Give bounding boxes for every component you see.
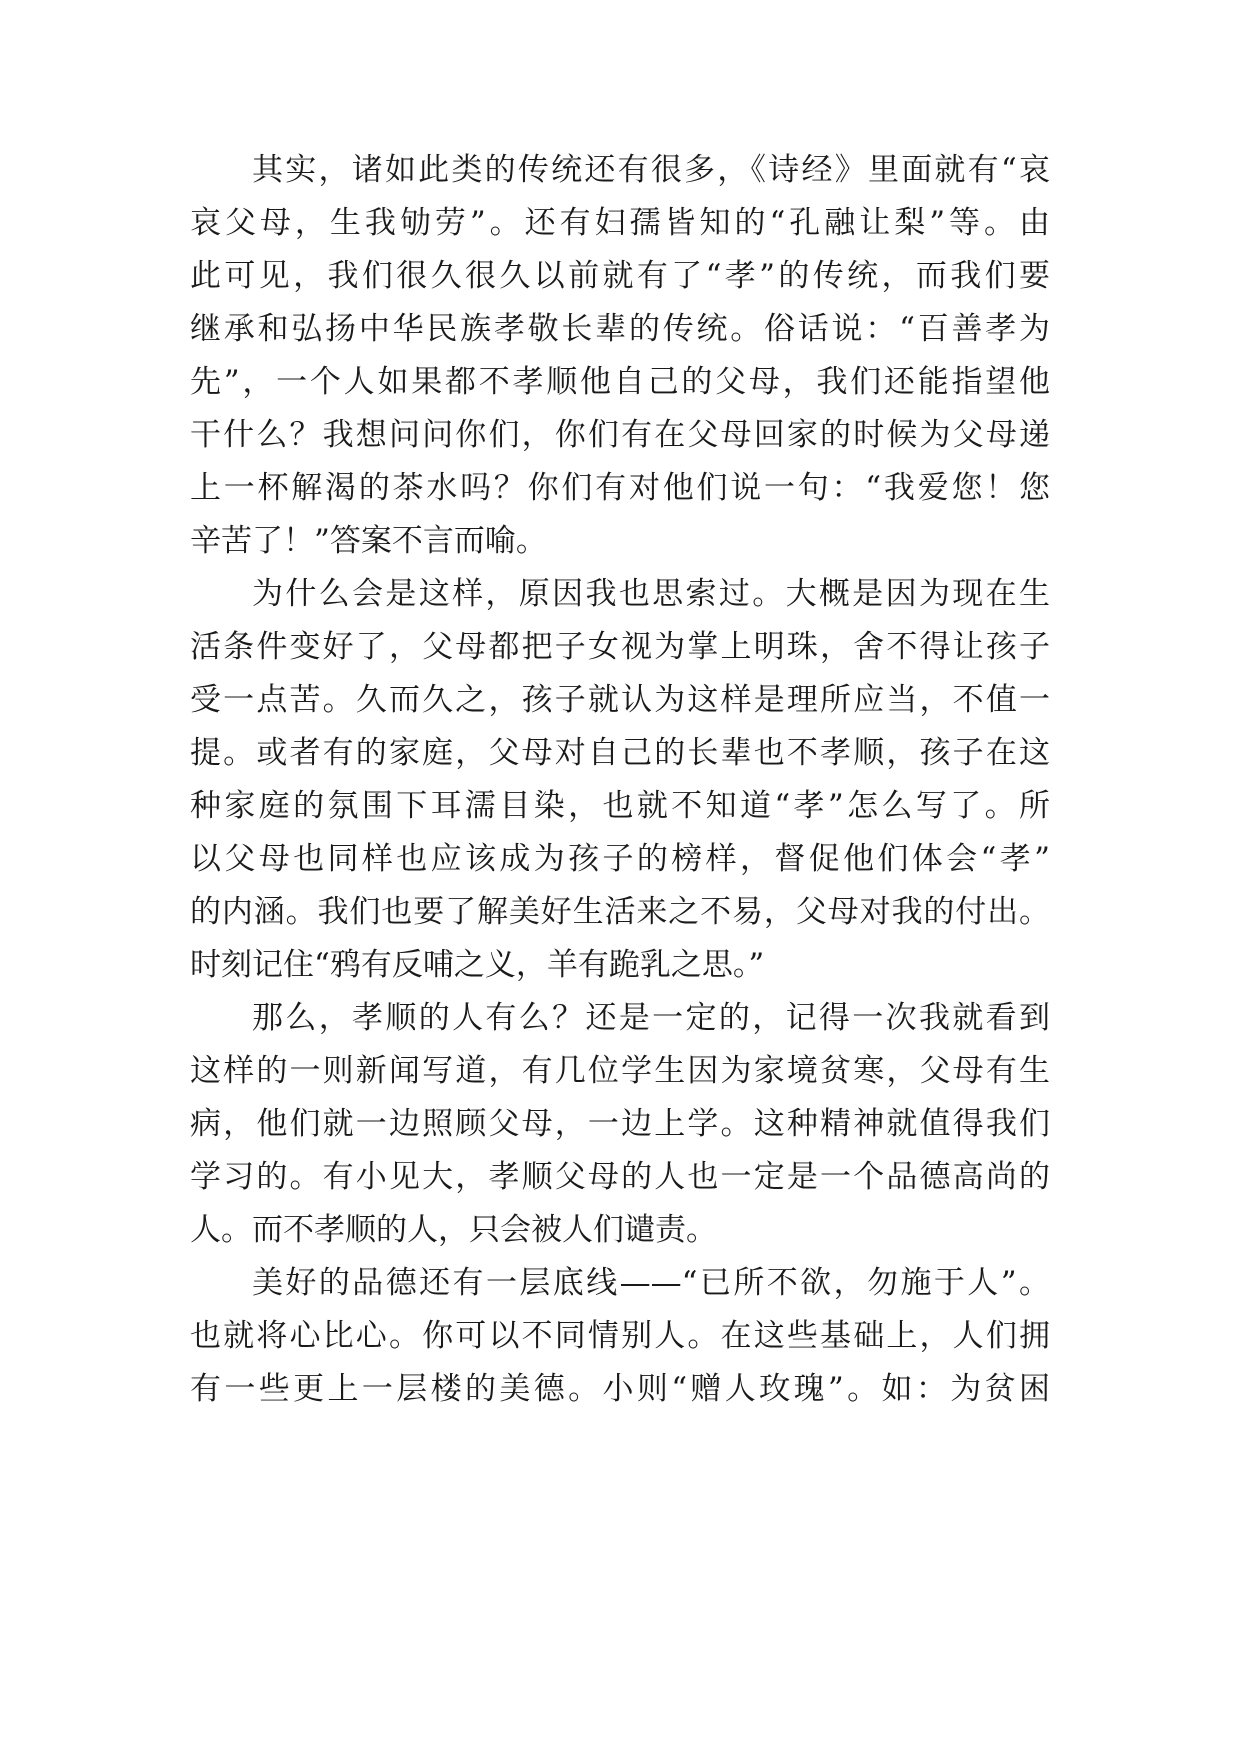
- text-line: 活条件变好了，父母都把子女视为掌上明珠，舍不得让孩子: [190, 629, 1050, 665]
- text-line: 的内涵。我们也要了解美好生活来之不易，父母对我的付出。: [190, 894, 1050, 930]
- text-line: 有一些更上一层楼的美德。小则“赠人玫瑰”。如：为贫困: [190, 1371, 1050, 1407]
- text-line: 继承和弘扬中华民族孝敬长辈的传统。俗话说：“百善孝为: [190, 311, 1050, 347]
- text-line: 种家庭的氛围下耳濡目染，也就不知道“孝”怎么写了。所: [190, 788, 1050, 824]
- text-line: 时刻记住“鸦有反哺之义，羊有跪乳之思。”: [190, 947, 765, 983]
- text-line: 人。而不孝顺的人，只会被人们谴责。: [190, 1212, 717, 1248]
- text-line: 这样的一则新闻写道，有几位学生因为家境贫寒，父母有生: [190, 1053, 1050, 1089]
- text-line: 此可见，我们很久很久以前就有了“孝”的传统，而我们要: [190, 258, 1050, 294]
- text-line: 也就将心比心。你可以不同情别人。在这些基础上，人们拥: [190, 1318, 1050, 1354]
- text-line: 提。或者有的家庭，父母对自己的长辈也不孝顺，孩子在这: [190, 735, 1050, 771]
- text-line: 上一杯解渴的茶水吗？你们有对他们说一句：“我爱您！您: [190, 470, 1050, 506]
- text-line: 先”，一个人如果都不孝顺他自己的父母，我们还能指望他: [190, 364, 1050, 400]
- text-line: 哀父母，生我劬劳”。还有妇孺皆知的“孔融让梨”等。由: [190, 205, 1050, 241]
- text-line: 那么，孝顺的人有么？还是一定的，记得一次我就看到: [252, 1000, 1050, 1036]
- text-line: 其实，诸如此类的传统还有很多，《诗经》里面就有“哀: [252, 152, 1050, 188]
- text-line: 受一点苦。久而久之，孩子就认为这样是理所应当，不值一: [190, 682, 1050, 718]
- text-line: 以父母也同样也应该成为孩子的榜样，督促他们体会“孝”: [190, 841, 1050, 877]
- text-line: 为什么会是这样，原因我也思索过。大概是因为现在生: [252, 576, 1050, 612]
- text-line: 学习的。有小见大，孝顺父母的人也一定是一个品德高尚的: [190, 1159, 1050, 1195]
- text-line: 病，他们就一边照顾父母，一边上学。这种精神就值得我们: [190, 1106, 1050, 1142]
- text-line: 美好的品德还有一层底线——“已所不欲，勿施于人”。: [252, 1265, 1050, 1301]
- text-line: 辛苦了！”答案不言而喻。: [190, 523, 547, 559]
- text-line: 干什么？我想问问你们，你们有在父母回家的时候为父母递: [190, 417, 1050, 453]
